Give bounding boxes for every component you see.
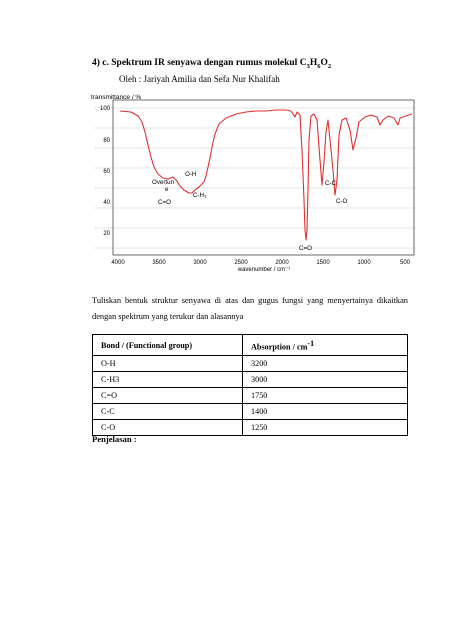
plot-frame bbox=[113, 100, 414, 255]
table-row bbox=[93, 356, 408, 372]
y-axis-title: transmittance / % bbox=[91, 94, 142, 101]
x-tick-500: 500 bbox=[399, 260, 411, 266]
table-row bbox=[93, 420, 408, 436]
x-tick-2500: 2500 bbox=[234, 260, 248, 266]
bond-absorption-table bbox=[92, 334, 408, 436]
instruction-text: Tuliskan bentuk struktur senyawa di atas dan gugus fungsi yang menyertainya dikaitkan dengan spektrum yang terukur dan alasannya bbox=[92, 296, 408, 321]
spectrum-line bbox=[120, 110, 412, 240]
annotation-co-carbonyl: C=O bbox=[299, 245, 312, 252]
author-line: Oleh : Jariyah Amilia dan Sefa Nur Khalifah bbox=[119, 74, 280, 84]
table-header-row bbox=[93, 335, 408, 356]
x-tick-labels bbox=[111, 260, 410, 266]
page-heading: 4) c. Spektrum IR senyawa dengan rumus molekul $C_3H_6O_2$ bbox=[92, 58, 332, 70]
bond-cell: C-H3 bbox=[93, 372, 243, 388]
annotation-oh: O-H bbox=[185, 171, 197, 178]
annotation-c-o: C-O bbox=[336, 198, 348, 205]
bond-cell: O-H bbox=[93, 356, 243, 372]
y-tick-labels bbox=[100, 106, 111, 237]
x-tick-4000: 4000 bbox=[111, 260, 125, 266]
annotation-cc: C-C bbox=[325, 180, 336, 187]
absorption-cell: 1400 bbox=[243, 404, 408, 420]
header-absorption: Absorption / $cm^{-1}$ bbox=[243, 335, 408, 356]
x-tick-1000: 1000 bbox=[357, 260, 371, 266]
table-row bbox=[93, 372, 408, 388]
table-row bbox=[93, 404, 408, 420]
annotation-co-overtone: C=O bbox=[158, 199, 171, 206]
bond-cell: C-O bbox=[93, 420, 243, 436]
y-tick-40: 40 bbox=[103, 200, 110, 206]
y-tick-100: 100 bbox=[99, 106, 110, 112]
gridlines bbox=[94, 108, 416, 248]
annotation-ch3: C-H₃ bbox=[193, 192, 207, 199]
x-tick-3500: 3500 bbox=[152, 260, 166, 266]
annotation-overtune-2: e bbox=[165, 186, 169, 193]
absorption-cell: 1250 bbox=[243, 420, 408, 436]
explanation-label: Penjelasan : bbox=[92, 434, 137, 444]
absorption-cell: 3200 bbox=[243, 356, 408, 372]
x-tick-1500: 1500 bbox=[316, 260, 330, 266]
annotation-overtune-1: Overtun bbox=[152, 179, 175, 186]
y-tick-20: 20 bbox=[103, 231, 110, 237]
x-tick-2000: 2000 bbox=[275, 260, 289, 266]
bond-cell: C=O bbox=[93, 388, 243, 404]
bond-cell: C-C bbox=[93, 404, 243, 420]
absorption-cell: 1750 bbox=[243, 388, 408, 404]
peak-annotations bbox=[152, 171, 348, 252]
y-tick-80: 80 bbox=[103, 138, 110, 144]
x-tick-3000: 3000 bbox=[193, 260, 207, 266]
y-tick-60: 60 bbox=[103, 169, 110, 175]
x-axis-title: wavenumber / cm⁻¹ bbox=[237, 267, 291, 273]
ir-spectrum-figure bbox=[86, 90, 422, 274]
absorption-cell: 3000 bbox=[243, 372, 408, 388]
table-row bbox=[93, 388, 408, 404]
header-bond: Bond / (Functional group) bbox=[93, 335, 243, 356]
